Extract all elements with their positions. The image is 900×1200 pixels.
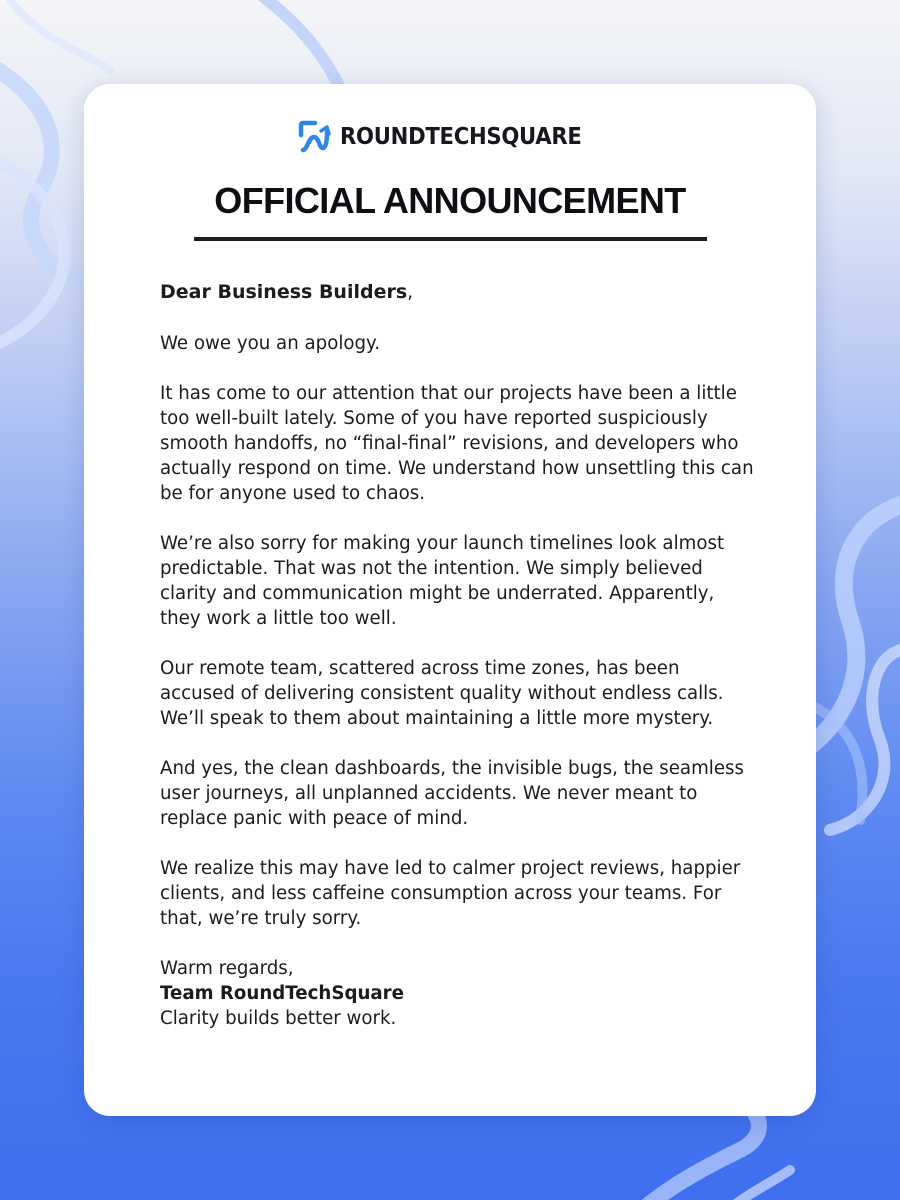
letter-body <box>160 280 760 1031</box>
title-divider <box>194 237 707 241</box>
greeting <box>160 280 760 305</box>
letter-paragraph: And yes, the clean dashboards, the invisible bugs, the seamless user journeys, all unplanned accidents. We never meant to replace panic with peace of mind. <box>160 758 744 829</box>
letter-paragraph: We owe you an apology. <box>160 333 381 354</box>
closing-line: Warm regards, <box>160 958 294 979</box>
tagline: Clarity builds better work. <box>160 1008 397 1029</box>
brand-name: ROUNDTECHSQUARE <box>340 124 582 150</box>
signoff <box>160 956 760 1031</box>
announcement-card <box>84 84 816 1116</box>
letter-paragraph: We realize this may have led to calmer project reviews, happier clients, and less caffeine consumption across your teams. For that, we’re truly sorry. <box>160 858 741 929</box>
brand-header <box>84 120 816 154</box>
letter-paragraph: We’re also sorry for making your launch timelines look almost predictable. That was not the intention. We simply believed clarity and communication might be underrated. Apparently, they work a little too well. <box>160 533 725 629</box>
letter-paragraph: It has come to our attention that our projects have been a little too well-built lately. Some of you have reported suspiciously smooth handoffs, no “final-final” revisions, and developers who actually respond on time. We understand how unsettling this can be for anyone used to chaos. <box>160 383 754 504</box>
signature: Team RoundTechSquare <box>160 983 404 1004</box>
greeting-name: Dear Business Builders <box>160 281 408 303</box>
greeting-punctuation: , <box>407 281 414 303</box>
page-title: OFFICIAL ANNOUNCEMENT <box>214 180 686 221</box>
roundtechsquare-logo-icon <box>297 120 331 154</box>
letter-paragraph: Our remote team, scattered across time zones, has been accused of delivering consistent quality without endless calls. We’ll speak to them about maintaining a little more mystery. <box>160 658 724 729</box>
